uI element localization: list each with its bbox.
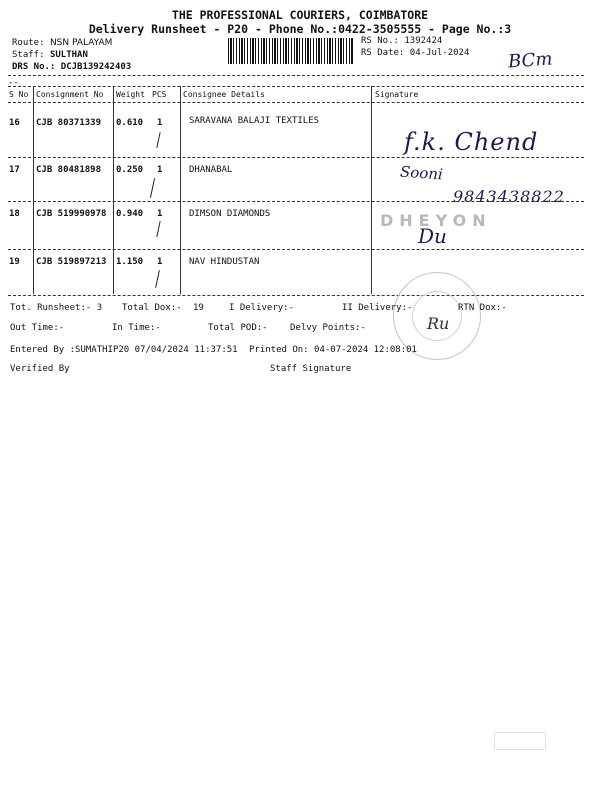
divider-header-bottom	[8, 102, 584, 103]
row-consignee: NAV HINDUSTAN	[189, 257, 260, 267]
drs-label: DRS No.:	[12, 62, 56, 72]
divider-header-top	[8, 86, 584, 87]
row-weight: 0.940	[116, 209, 144, 219]
ii-delivery: II Delivery:-	[342, 303, 413, 313]
signature-row16: f.k. Chend	[404, 128, 539, 156]
col-header-consignment: Consignment No	[36, 90, 104, 99]
drs-value: DCJB139242403	[60, 62, 132, 72]
drs-line	[12, 62, 131, 72]
margin-handwritten-note: BCm	[507, 48, 554, 73]
divider-top	[8, 75, 584, 76]
rs-no-value: 1392424	[404, 36, 443, 46]
row-divider	[8, 201, 584, 202]
seal-signature-mark: Ru	[427, 314, 450, 333]
row-divider	[8, 249, 584, 250]
row-consignment: CJB 80371339	[36, 118, 102, 128]
rs-date-label: RS Date:	[361, 48, 405, 58]
rtn-dox: RTN Dox:-	[458, 303, 507, 313]
col-header-weight: Weight	[116, 90, 145, 99]
verified-by: Verified By	[10, 364, 70, 374]
col-header-consignee: Consignee Details	[183, 90, 265, 99]
rs-date-value: 04-Jul-2024	[409, 48, 470, 58]
row-sno: 17	[9, 165, 20, 175]
signature-row17-phone: 9843438822	[453, 187, 565, 206]
row-weight: 0.250	[116, 165, 144, 175]
row-consignee: SARAVANA BALAJI TEXTILES	[189, 116, 320, 126]
row-divider	[8, 295, 584, 296]
total-dox-label: Total Dox:-	[122, 303, 182, 313]
col-divider	[113, 86, 114, 294]
row-pcs: 1	[157, 165, 163, 175]
col-divider	[180, 86, 181, 294]
barcode	[228, 38, 354, 64]
row-pcs: 1	[157, 118, 163, 128]
scan-artifact	[494, 732, 546, 750]
rs-date-line	[361, 48, 469, 58]
tick-mark	[155, 270, 160, 288]
delvy-points: Delvy Points:-	[290, 323, 366, 333]
i-delivery: I Delivery:-	[229, 303, 295, 313]
company-title: THE PROFESSIONAL COURIERS, COIMBATORE	[171, 8, 429, 22]
rs-no-label: RS No.:	[361, 36, 399, 46]
out-time: Out Time:-	[10, 323, 65, 333]
col-header-signature: Signature	[375, 90, 419, 99]
col-divider	[371, 86, 372, 294]
row-consignment: CJB 519990978	[36, 209, 107, 219]
route-line	[12, 38, 112, 48]
row-divider	[8, 157, 584, 158]
route-label: Route:	[12, 38, 45, 48]
rs-no-line	[361, 36, 442, 46]
total-dox-value: 19	[193, 303, 204, 313]
tot-runsheet: Tot. Runsheet:- 3	[10, 303, 103, 313]
signature-row18: Du	[418, 224, 447, 248]
dash-mark: --	[8, 78, 19, 88]
signature-row17-name: Sooni	[399, 162, 444, 184]
staff-signature: Staff Signature	[270, 364, 352, 374]
tick-mark	[150, 178, 155, 198]
entered-by: Entered By :SUMATHIP20 07/04/2024 11:37:51	[10, 345, 238, 355]
row-sno: 16	[9, 118, 20, 128]
staff-value: SULTHAN	[49, 50, 88, 60]
printed-on: Printed On: 04-07-2024 12:08:01	[249, 345, 417, 355]
row-weight: 1.150	[116, 257, 144, 267]
row-consignee: DHANABAL	[189, 165, 233, 175]
staff-label: Staff:	[12, 50, 45, 60]
row-consignee: DIMSON DIAMONDS	[189, 209, 271, 219]
row-weight: 0.610	[116, 118, 144, 128]
stamp-row18: DHEYON	[380, 211, 492, 230]
runsheet-subtitle: Delivery Runsheet - P20 - Phone No.:0422-3505555 - Page No.:3	[88, 22, 512, 36]
total-pod: Total POD:-	[208, 323, 268, 333]
row-consignment: CJB 519897213	[36, 257, 107, 267]
row-sno: 19	[9, 257, 20, 267]
in-time: In Time:-	[112, 323, 161, 333]
col-header-sno: S No	[9, 90, 29, 99]
row-consignment: CJB 80481898	[36, 165, 102, 175]
row-pcs: 1	[157, 209, 163, 219]
tick-mark	[156, 221, 160, 237]
row-sno: 18	[9, 209, 20, 219]
staff-line	[12, 50, 88, 60]
col-header-pcs: PCS	[152, 90, 167, 99]
col-divider	[33, 86, 34, 294]
tick-mark	[156, 132, 160, 148]
route-value: NSN PALAYAM	[49, 38, 113, 48]
row-pcs: 1	[157, 257, 163, 267]
